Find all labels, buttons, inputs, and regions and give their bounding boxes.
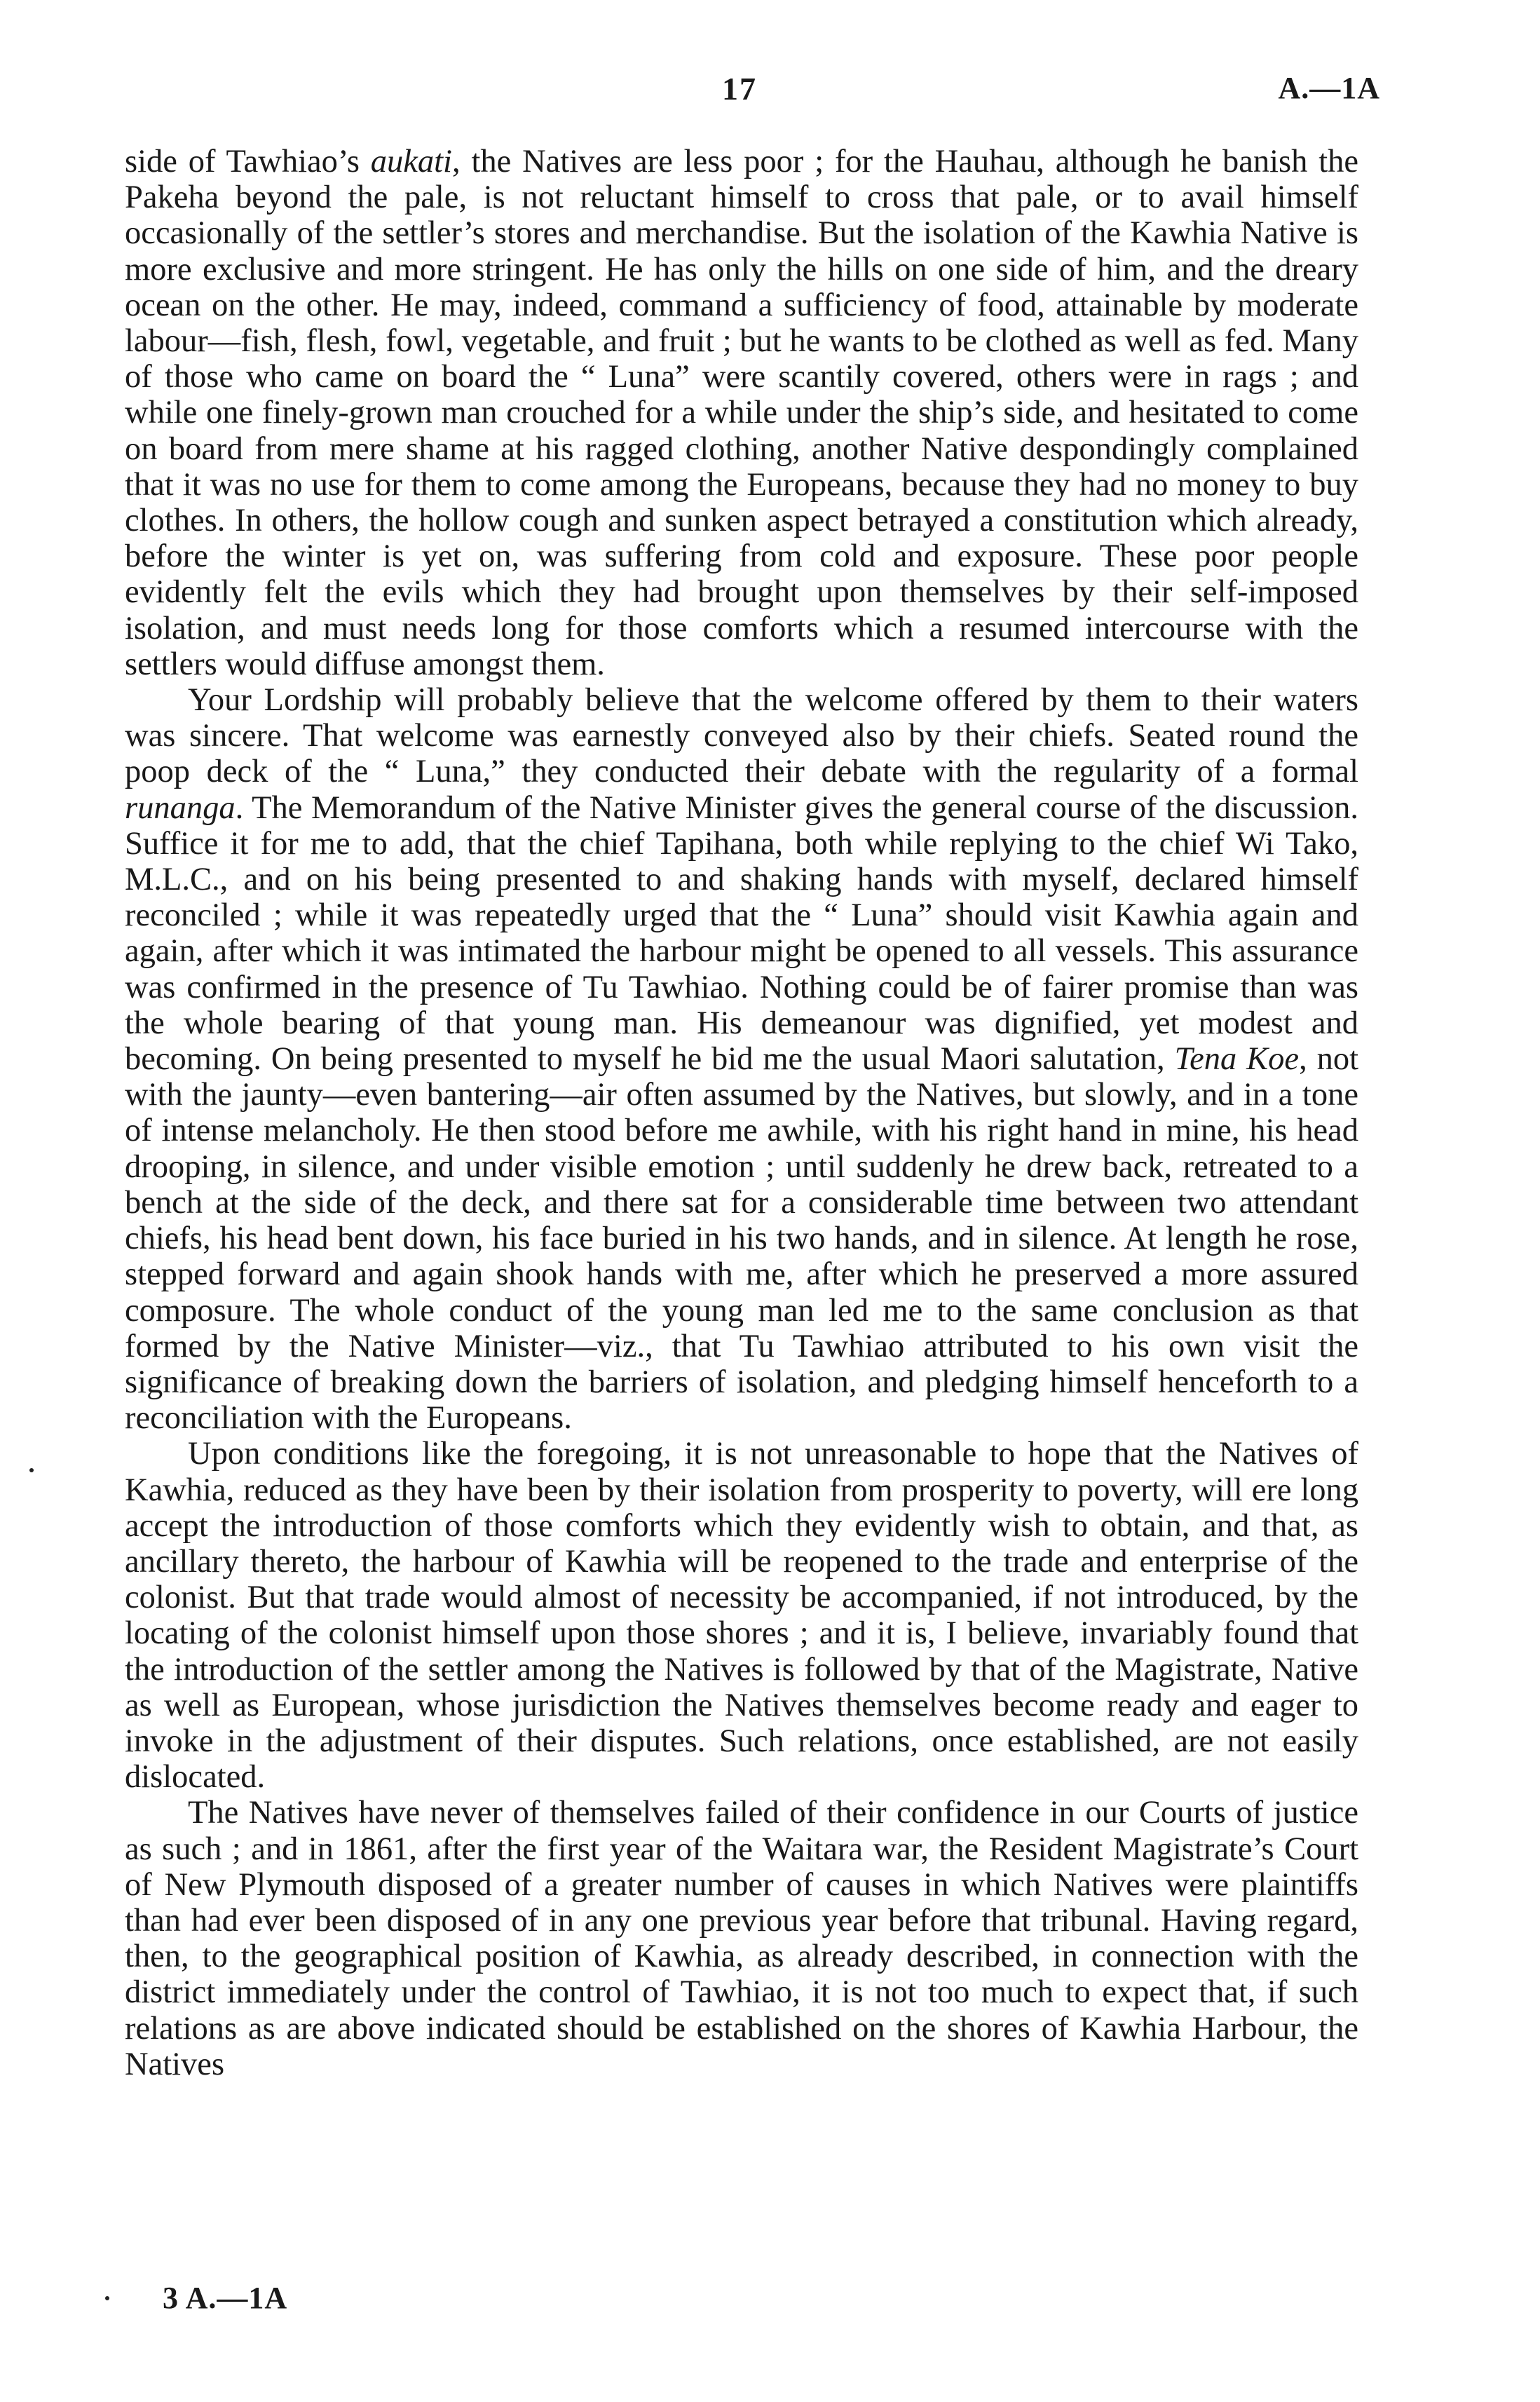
italic-term: runanga — [125, 789, 236, 826]
margin-dot — [105, 2296, 109, 2300]
text-run: Upon conditions like the foregoing, it is not unreasonable to hope that the Natives of Kawhia, reduced as they have been by their isolation from prosperity to poverty, will ere long accept the introduction of those comforts which they evidently wish to obtain, and that, as ancillary thereto, the harbour of Kawhia will be reopened to the trade and enterprise of the colonist. But that trade would almost of necessity be accompanied, if not introduced, by the locating of the colonist himself upon those shores ; and it is, I believe, invariably found that the introduction of the settler among the Natives is followed by that of the Magistrate, Native as well as European, whose jurisdiction the Natives themselves become ready and eager to invoke in the adjustment of their disputes. Such relations, once established, are not easily dislocated. — [125, 1436, 1358, 1796]
text-run: . The Memorandum of the Native Minister gives the general course of the discussion. Suffice it for me to add, that the chief Tapihana, both while replying to the chief Wi Tako, M.L.C., and on his being presented to and shaking hands with myself, declared himself reconciled ; while it was repeatedly urged that the “ Luna” should visit Kawhia again and again, after which it was intimated the harbour might be opened to all vessels. This assurance was confirmed in the presence of Tu Tawhiao. Nothing could be of fairer promise than was the whole bearing of that young man. His demeanour was dignified, yet modest and becoming. On being presented to myself he bid me the usual Maori salutation, — [125, 789, 1358, 1078]
page-number: 17 — [722, 71, 757, 107]
italic-term: Tena Koe — [1174, 1041, 1300, 1078]
text-run: The Natives have never of themselves failed of their confidence in our Courts of justice as such ; and in 1861, after the first year of the Waitara war, the Resident Magistrate’s Court of New Plymouth disposed of a greater number of causes in which Natives were plaintiffs than had ever been disposed of in any one previous year before that tribunal. Having regard, then, to the geographical position of Kawhia, as already described, in connection with the district immediately under the control of Tawhiao, it is not too much to expect that, if such relations as are above indicated should be established on the shores of Kawhia Harbour, the Natives — [125, 1795, 1358, 2082]
margin-dot — [29, 1468, 34, 1472]
paragraph — [125, 1795, 1358, 2082]
text-run: Your Lordship will probably believe that the welcome offered by them to their waters was sincere. That welcome was earnestly conveyed also by their chiefs. Seated round the poop deck of the “ Luna,” they conducted their debate with the regularity of a formal — [125, 682, 1358, 790]
italic-term: aukati — [370, 144, 452, 179]
text-run: , the Natives are less poor ; for the Hauhau, although he banish the Pakeha beyond the pale, is not reluctant himself to cross that pale, or to avail himself occasionally of the settler’s stores and merchandise. But the isolation of the Kawhia Native is more exclusive and more stringent. He has only the hills on one side of him, and the dreary ocean on the other. He may, indeed, command a sufficiency of food, attainable by moderate labour—fish, flesh, fowl, vegetable, and fruit ; but he wants to be clothed as well as fed. Many of those who came on board the “ Luna” were scantily covered, others were in rags ; and while one finely-grown man crouched for a while under the ship’s side, and hesitated to come on board from mere shame at his ragged clothing, another Native despondingly complained that it was no use for them to come among the Europeans, because they had no money to buy clothes. In others, the hollow cough and sunken aspect betrayed a constitution which already, before the winter is yet on, was suffering from cold and exposure. These poor people evidently felt the evils which they had brought upon themselves by their self-imposed isolation, and must needs long for those comforts which a resumed intercourse with the settlers would diffuse amongst them. — [125, 144, 1359, 682]
paragraph — [125, 682, 1358, 1436]
text-run: , not with the jaunty—even bantering—air often assumed by the Natives, but slowly, and in a tone of intense melancholy. He then stood before me awhile, with his right hand in mine, his head drooping, in silence, and under visible emotion ; until suddenly he drew back, retreated to a bench at the side of the deck, and there sat for a considerable time between two attendant chiefs, his head bent down, his face buried in his two hands, and in silence. At length he rose, stepped forward and again shook hands with me, after which he preserved a more assured composure. The whole conduct of the young man led me to the same conclusion as that formed by the Native Minister—viz., that Tu Tawhiao attributed to his own visit the significance of breaking down the barriers of isolation, and pledging himself henceforth to a reconciliation with the Europeans. — [125, 1041, 1358, 1437]
signature-mark: 3 A.—1A — [163, 2281, 288, 2315]
page-header — [0, 70, 1540, 119]
document-reference: A.—1A — [1278, 71, 1380, 105]
text-run: side of Tawhiao’s — [125, 144, 371, 179]
paragraph — [125, 144, 1358, 682]
paragraph — [125, 1436, 1358, 1795]
body-text — [125, 144, 1358, 2082]
